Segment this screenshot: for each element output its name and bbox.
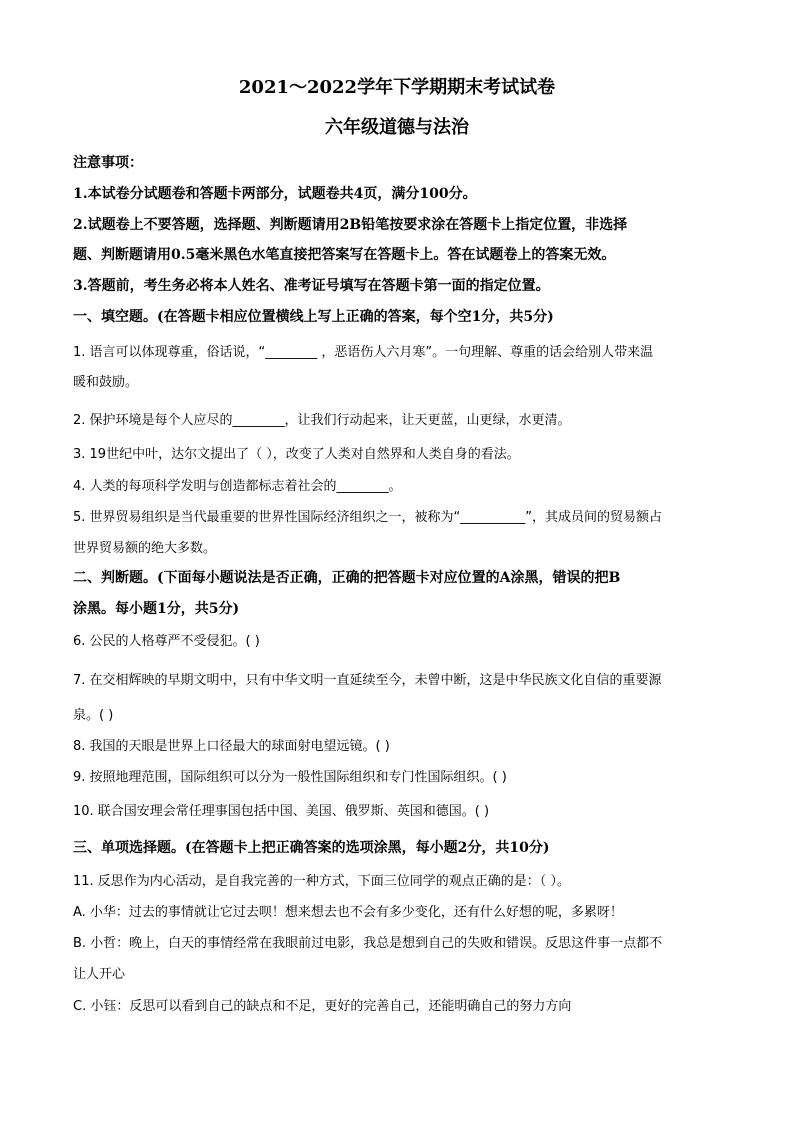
question-10: 10. 联合国安理会常任理事国包括中国、美国、俄罗斯、英国和德国。( )	[73, 804, 490, 819]
question-11-option-b-line-2: 让人开心	[73, 967, 126, 982]
notes-item-2-line-1: 2.试题卷上不要答题，选择题、判断题请用2B铅笔按要求涂在答题卡上指定位置，非选择	[73, 217, 628, 233]
question-11-option-a: A. 小华：过去的事情就让它过去呗！想来想去也不会有多少变化，还有什么好想的呢，多累呀！	[73, 905, 623, 920]
notes-item-2-line-2: 题、判断题请用0.5毫米黑色水笔直接把答案写在答题卡上。答在试题卷上的答案无效。	[73, 247, 616, 263]
question-7-line-1: 7. 在交相辉映的早期文明中，只有中华文明一直延续至今，未曾中断，这是中华民族文化自信的重要源	[73, 673, 662, 688]
section-1-heading: 一、填空题。(在答题卡相应位置横线上写上正确的答案，每个空1分，共5分)	[73, 309, 554, 325]
question-3: 3. 19世纪中叶，达尔文提出了（ ），改变了人类对自然界和人类自身的看法。	[73, 447, 520, 462]
question-4: 4. 人类的每项科学发明与创造都标志着社会的________。	[73, 479, 402, 494]
notes-item-1: 1.本试卷分试题卷和答题卡两部分，试题卷共4页，满分100分。	[73, 186, 477, 202]
section-3-heading: 三、单项选择题。(在答题卡上把正确答案的选项涂黑，每小题2分，共10分)	[73, 840, 550, 856]
question-11-option-c: C. 小钰：反思可以看到自己的缺点和不足，更好的完善自己，还能明确自己的努力方向	[73, 999, 572, 1014]
question-7-line-2: 泉。( )	[73, 708, 114, 723]
section-2-heading-line-1: 二、判断题。(下面每小题说法是否正确，正确的把答题卡对应位置的A涂黑，错误的把B	[73, 570, 621, 586]
section-2-heading-line-2: 涂黑。每小题1分，共5分)	[73, 601, 240, 617]
question-11-option-b-line-1: B. 小哲：晚上，白天的事情经常在我眼前过电影，我总是想到自己的失败和错误。反思这件事一点都不	[73, 936, 663, 951]
question-1-line-2: 暖和鼓励。	[73, 375, 139, 390]
question-5-line-2: 世界贸易额的绝大多数。	[73, 541, 217, 556]
exam-subtitle: 六年级道德与法治	[325, 117, 469, 138]
question-6: 6. 公民的人格尊严不受侵犯。( )	[73, 634, 260, 649]
question-1-line-1: 1. 语言可以体现尊重，俗话说，“________ ，恶语伤人六月寒”。一句理解、尊重的话会给别人带来温	[73, 345, 654, 360]
exam-title: 2021～2022学年下学期期末考试试卷	[238, 77, 556, 98]
question-11: 11. 反思作为内心活动，是自我完善的一种方式，下面三位同学的观点正确的是：（ ）。	[73, 874, 570, 889]
notes-heading: 注意事项：	[73, 155, 143, 171]
question-9: 9. 按照地理范围，国际组织可以分为一般性国际组织和专门性国际组织。( )	[73, 770, 507, 785]
question-5-line-1: 5. 世界贸易组织是当代最重要的世界性国际经济组织之一，被称为“__________”，其成员间的贸易额占	[73, 510, 663, 525]
notes-item-3: 3.答题前，考生务必将本人姓名、准考证号填写在答题卡第一面的指定位置。	[73, 278, 550, 294]
question-2: 2. 保护环境是每个人应尽的________，让我们行动起来，让天更蓝，山更绿，水更清。	[73, 413, 571, 428]
question-8: 8. 我国的天眼是世界上口径最大的球面射电望远镜。( )	[73, 739, 390, 754]
